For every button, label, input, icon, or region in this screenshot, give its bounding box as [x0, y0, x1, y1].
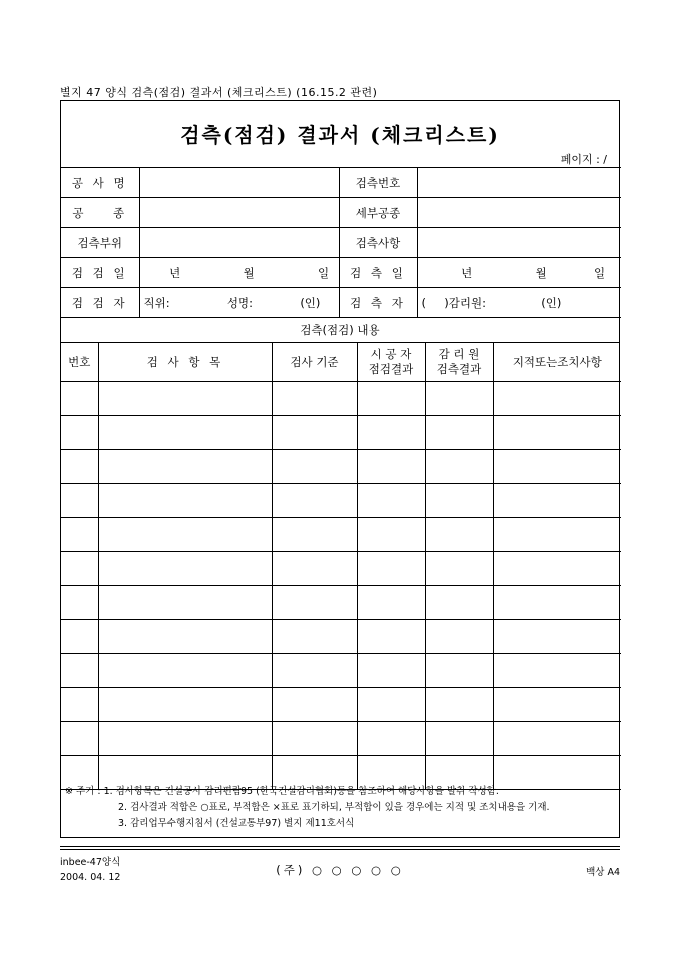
work-type-field[interactable] [139, 198, 339, 228]
measure-date-day: 일 [594, 265, 606, 280]
project-name-field[interactable] [139, 168, 339, 198]
row-standard-cell[interactable] [272, 654, 357, 688]
row-standard-cell[interactable] [272, 552, 357, 586]
row-action-cell[interactable] [493, 722, 621, 756]
col-action: 지적또는조치사항 [493, 343, 621, 382]
table-row [61, 484, 621, 518]
row-action-cell[interactable] [493, 654, 621, 688]
row-action-cell[interactable] [493, 688, 621, 722]
row-action-cell[interactable] [493, 552, 621, 586]
col-item: 검 사 항 목 [98, 343, 272, 382]
row-item-cell[interactable] [98, 518, 272, 552]
row-standard-cell[interactable] [272, 416, 357, 450]
measure-date-year: 년 [461, 265, 473, 280]
info-row-persons [61, 288, 621, 318]
row-no-cell[interactable] [61, 552, 98, 586]
row-action-cell[interactable] [493, 484, 621, 518]
row-standard-cell[interactable] [272, 518, 357, 552]
row-supervisor-cell[interactable] [425, 450, 493, 484]
section-title: 검측(점검) 내용 [61, 318, 619, 343]
info-row-area [61, 228, 621, 258]
row-item-cell[interactable] [98, 416, 272, 450]
row-item-cell[interactable] [98, 484, 272, 518]
row-supervisor-cell[interactable] [425, 484, 493, 518]
row-contractor-cell[interactable] [357, 382, 425, 416]
row-no-cell[interactable] [61, 688, 98, 722]
row-standard-cell[interactable] [272, 688, 357, 722]
row-contractor-cell[interactable] [357, 654, 425, 688]
measurer-field[interactable] [417, 288, 621, 318]
form-code: inbee-47양식 [60, 857, 121, 868]
col-contractor-line2: 점검결과 [368, 362, 414, 376]
footer-divider-double [60, 849, 620, 850]
footer-divider [60, 846, 620, 847]
measurer-label: 검 측 자 [339, 288, 417, 318]
table-row [61, 620, 621, 654]
form-date: 2004. 04. 12 [60, 872, 121, 883]
row-action-cell[interactable] [493, 518, 621, 552]
form-header-note: 별지 47 양식 검측(점검) 결과서 (체크리스트) (16.15.2 관련) [60, 86, 378, 99]
row-contractor-cell[interactable] [357, 688, 425, 722]
row-supervisor-cell[interactable] [425, 620, 493, 654]
row-contractor-cell[interactable] [357, 620, 425, 654]
inspector-seal: (인) [300, 295, 321, 310]
row-item-cell[interactable] [98, 382, 272, 416]
row-no-cell[interactable] [61, 382, 98, 416]
col-no: 번호 [61, 343, 98, 382]
row-action-cell[interactable] [493, 450, 621, 484]
row-no-cell[interactable] [61, 518, 98, 552]
row-standard-cell[interactable] [272, 722, 357, 756]
checklist-header-row [61, 343, 621, 382]
row-supervisor-cell[interactable] [425, 518, 493, 552]
row-supervisor-cell[interactable] [425, 688, 493, 722]
row-contractor-cell[interactable] [357, 484, 425, 518]
inspection-area-label: 검측부위 [61, 228, 139, 258]
position-label: 직위: [143, 295, 170, 310]
row-no-cell[interactable] [61, 450, 98, 484]
row-item-cell[interactable] [98, 620, 272, 654]
col-standard: 검사 기준 [272, 343, 357, 382]
table-row [61, 654, 621, 688]
col-supervisor-line2: 검측결과 [436, 362, 482, 376]
table-row [61, 586, 621, 620]
col-supervisor [425, 343, 493, 382]
row-item-cell[interactable] [98, 552, 272, 586]
info-row-work-type [61, 198, 621, 228]
page-number-label: 페이지 : / [560, 153, 607, 166]
info-row-dates [61, 258, 621, 288]
inspector-field[interactable] [139, 288, 339, 318]
row-item-cell[interactable] [98, 654, 272, 688]
row-supervisor-cell[interactable] [425, 552, 493, 586]
row-no-cell[interactable] [61, 654, 98, 688]
inspection-area-field[interactable] [139, 228, 339, 258]
measure-date-label: 검 측 일 [339, 258, 417, 288]
check-date-field[interactable] [139, 258, 339, 288]
row-item-cell[interactable] [98, 722, 272, 756]
row-contractor-cell[interactable] [357, 450, 425, 484]
inspection-item-label: 검측사항 [339, 228, 417, 258]
sub-work-type-field[interactable] [417, 198, 621, 228]
col-contractor [357, 343, 425, 382]
row-action-cell[interactable] [493, 620, 621, 654]
check-date-day: 일 [318, 265, 330, 280]
row-standard-cell[interactable] [272, 450, 357, 484]
row-no-cell[interactable] [61, 586, 98, 620]
table-row [61, 688, 621, 722]
check-date-year: 년 [169, 265, 181, 280]
project-name-label: 공 사 명 [61, 168, 139, 198]
row-contractor-cell[interactable] [357, 722, 425, 756]
sub-work-type-label: 세부공종 [339, 198, 417, 228]
inspection-no-label: 검측번호 [339, 168, 417, 198]
row-no-cell[interactable] [61, 620, 98, 654]
row-action-cell[interactable] [493, 382, 621, 416]
supervisor-label: 감리원: [448, 295, 486, 310]
measure-date-field[interactable] [417, 258, 621, 288]
note-1: ※ 주기 : 1. 검사항목은 건설공사 감리편람95 (한국건설감리협회)등을 참조하여 해당사항을 발취 작성함. [65, 786, 499, 797]
row-standard-cell[interactable] [272, 382, 357, 416]
company-name: (주) ○ ○ ○ ○ ○ [276, 863, 404, 877]
row-contractor-cell[interactable] [357, 586, 425, 620]
row-supervisor-cell[interactable] [425, 416, 493, 450]
name-label: 성명: [226, 295, 253, 310]
row-contractor-cell[interactable] [357, 416, 425, 450]
supervisor-paren: ( ) [421, 295, 449, 310]
row-no-cell[interactable] [61, 722, 98, 756]
inspection-no-field[interactable] [417, 168, 621, 198]
measurer-seal: (인) [541, 295, 562, 310]
note-3: 3. 감리업무수행지침서 (건설교통부97) 별지 제11호서식 [118, 818, 355, 829]
checklist-table [61, 343, 621, 790]
row-contractor-cell[interactable] [357, 552, 425, 586]
col-supervisor-line1: 감 리 원 [438, 347, 480, 361]
table-row [61, 518, 621, 552]
row-action-cell[interactable] [493, 586, 621, 620]
row-supervisor-cell[interactable] [425, 722, 493, 756]
row-item-cell[interactable] [98, 688, 272, 722]
table-row [61, 382, 621, 416]
inspection-item-field[interactable] [417, 228, 621, 258]
row-no-cell[interactable] [61, 416, 98, 450]
form-frame [60, 100, 620, 838]
row-no-cell[interactable] [61, 484, 98, 518]
form-title: 검측(점검) 결과서 (체크리스트) [180, 123, 500, 147]
table-row [61, 722, 621, 756]
table-row [61, 552, 621, 586]
row-standard-cell[interactable] [272, 586, 357, 620]
row-item-cell[interactable] [98, 450, 272, 484]
paper-spec: 백상 A4 [586, 867, 620, 878]
work-type-label: 공 종 [61, 198, 139, 228]
row-contractor-cell[interactable] [357, 518, 425, 552]
row-action-cell[interactable] [493, 416, 621, 450]
row-supervisor-cell[interactable] [425, 654, 493, 688]
table-row [61, 416, 621, 450]
row-supervisor-cell[interactable] [425, 586, 493, 620]
inspector-label: 검 검 자 [61, 288, 139, 318]
row-item-cell[interactable] [98, 586, 272, 620]
info-table [61, 167, 621, 318]
table-row [61, 450, 621, 484]
measure-date-month: 월 [535, 265, 547, 280]
check-date-month: 월 [243, 265, 255, 280]
notes-block [65, 784, 550, 832]
check-date-label: 검 검 일 [61, 258, 139, 288]
row-supervisor-cell[interactable] [425, 382, 493, 416]
col-contractor-line1: 시 공 자 [370, 347, 412, 361]
row-standard-cell[interactable] [272, 620, 357, 654]
row-standard-cell[interactable] [272, 484, 357, 518]
info-row-project [61, 168, 621, 198]
note-2: 2. 검사결과 적합은 ○표로, 부적합은 ×표로 표기하되, 부적합이 있을 경우에는 지적 및 조치내용을 기재. [118, 802, 550, 813]
